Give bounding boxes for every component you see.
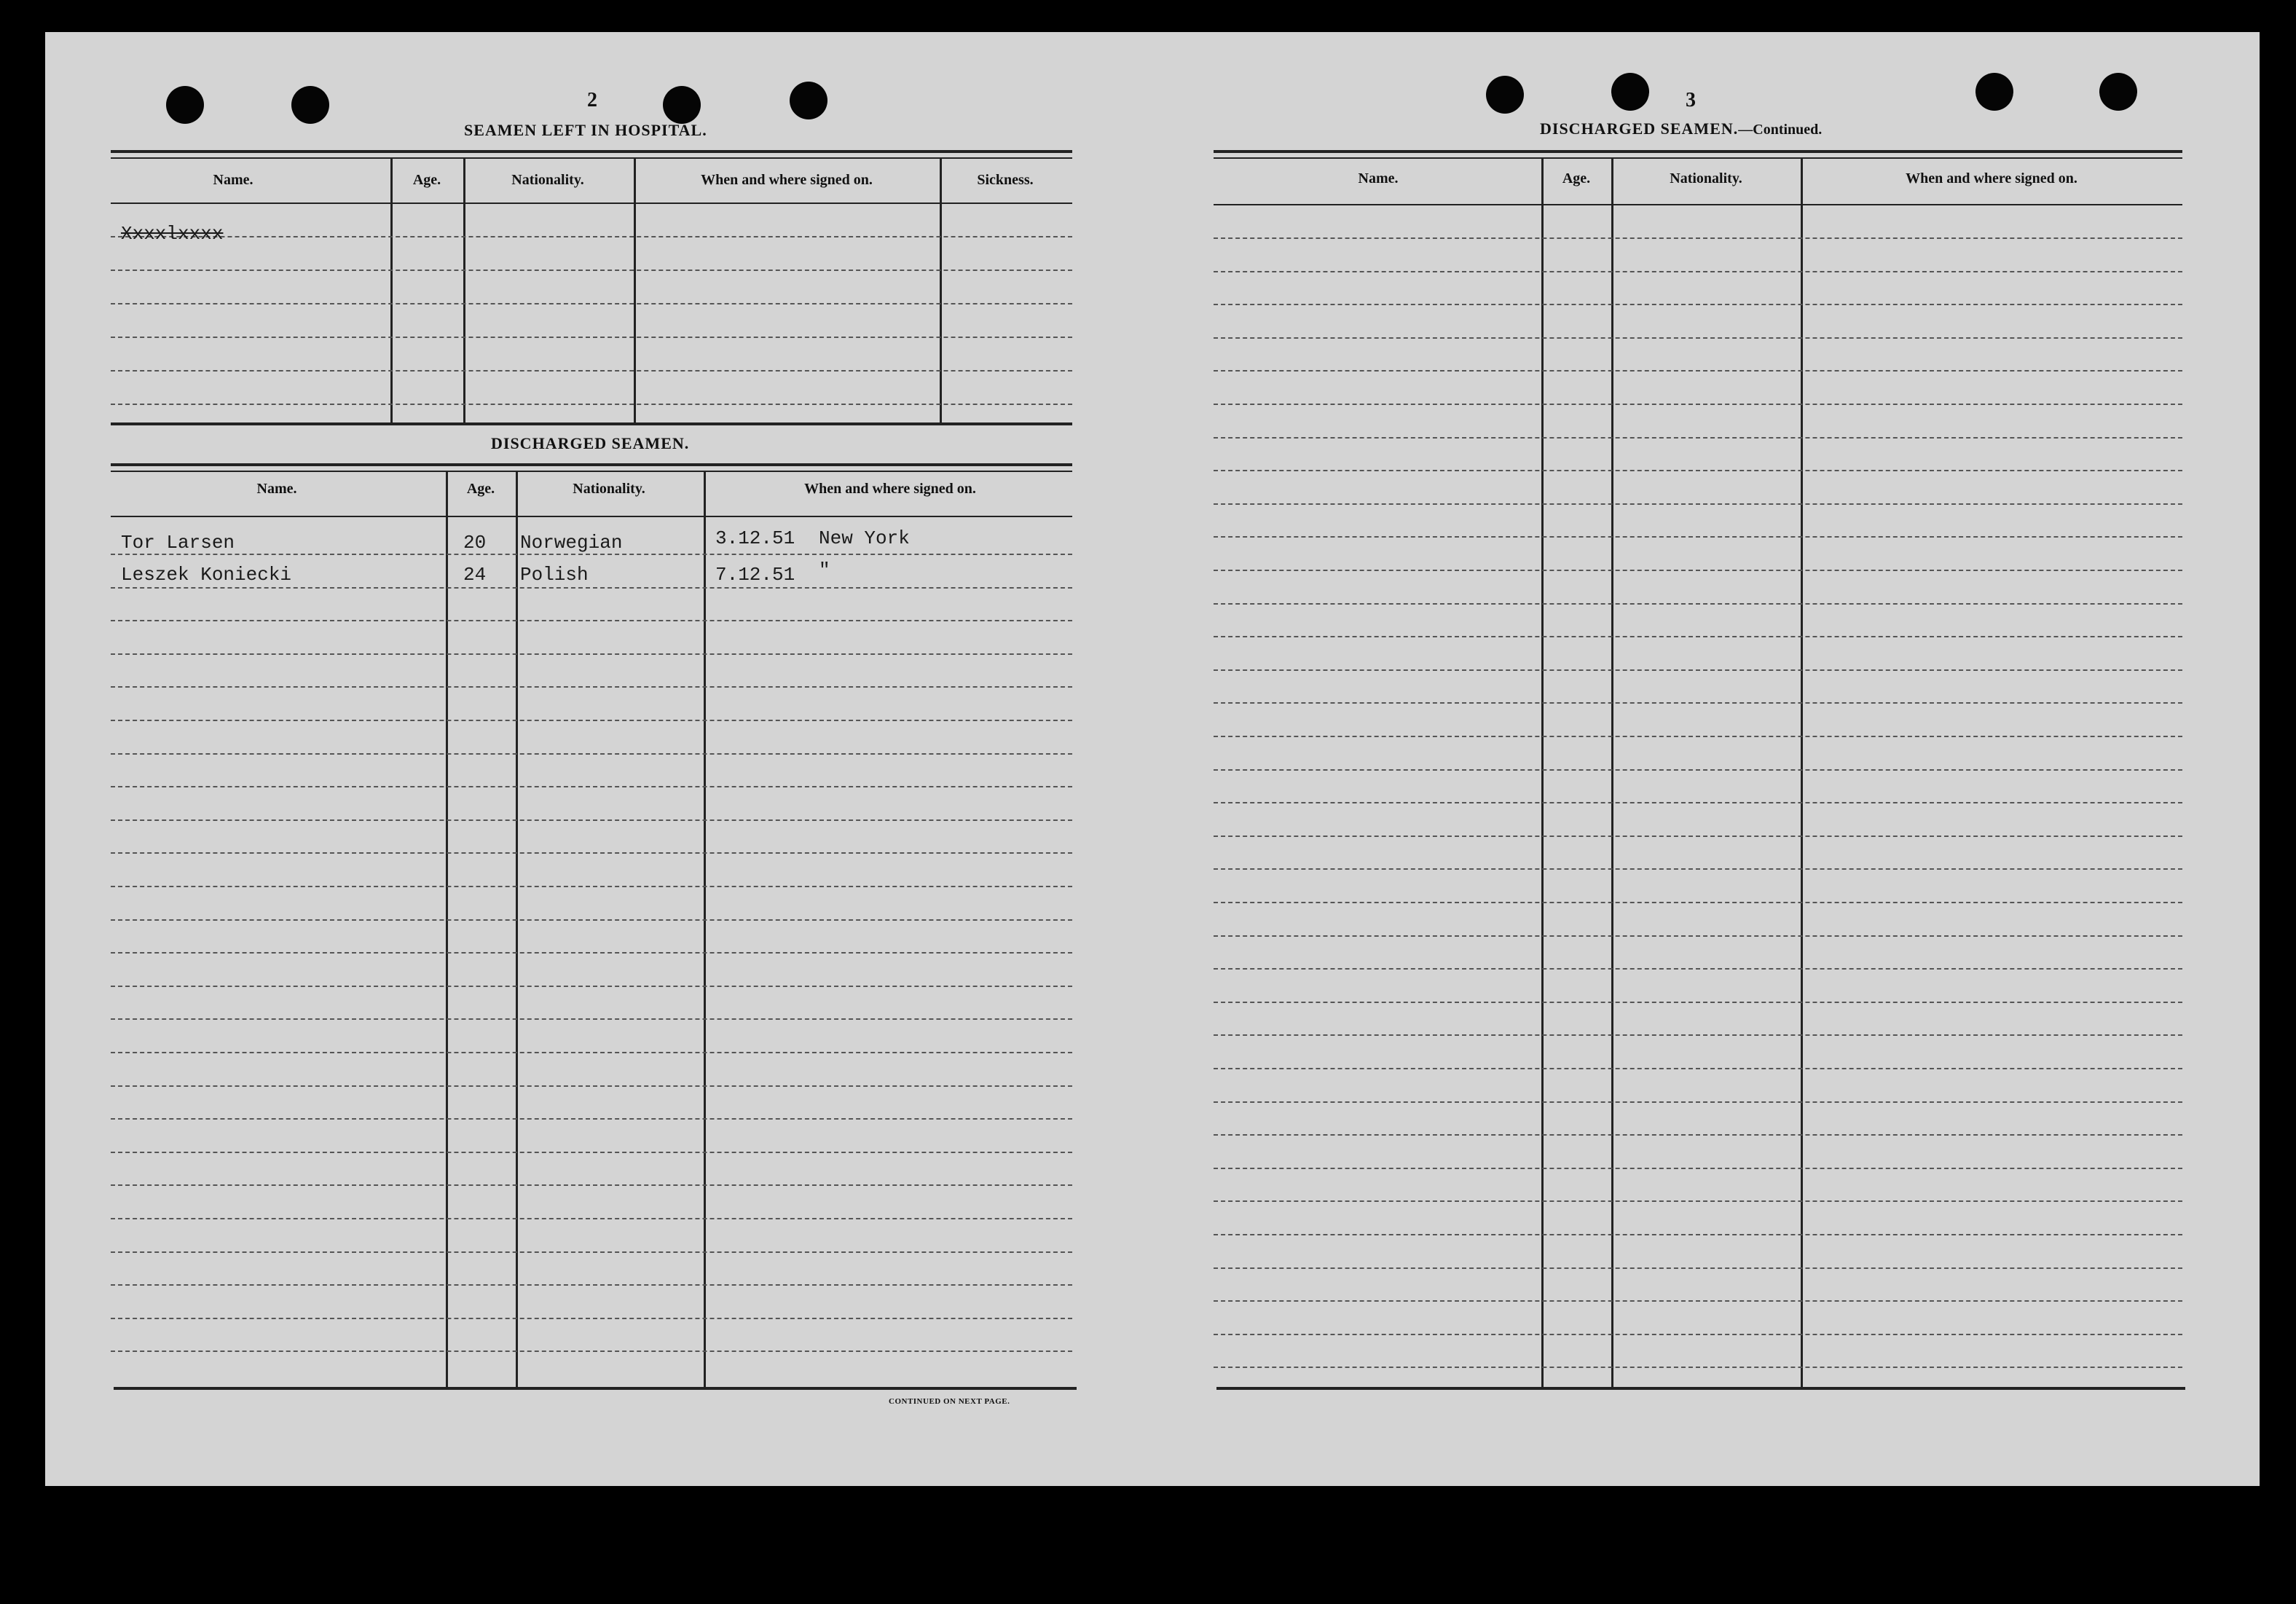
signed-on-date: 7.12.51 — [715, 564, 795, 586]
ruled-line — [1214, 1267, 2182, 1269]
ruled-line — [111, 337, 1072, 338]
ruled-line — [1214, 636, 2182, 637]
page-number: 3 — [1686, 89, 1696, 111]
column-header-nationality: Nationality. — [511, 172, 584, 188]
ruled-line — [111, 1118, 1072, 1120]
ruled-line — [1214, 1234, 2182, 1235]
ruled-line — [1214, 271, 2182, 272]
ruled-line — [111, 370, 1072, 371]
column-header-age: Age. — [466, 481, 495, 497]
punch-hole — [1486, 76, 1524, 114]
punch-hole — [1611, 73, 1649, 111]
ruled-line — [1214, 237, 2182, 239]
ruled-line — [111, 986, 1072, 987]
ruled-line — [111, 653, 1072, 655]
signed-on-place: " — [819, 559, 830, 581]
ruled-line — [1214, 1334, 2182, 1335]
ruled-line — [111, 852, 1072, 854]
column-header-age: Age. — [412, 172, 441, 188]
continued-note: CONTINUED ON NEXT PAGE. — [889, 1397, 1010, 1406]
seaman-name: Tor Larsen — [121, 532, 235, 554]
ruled-line — [1214, 769, 2182, 771]
discharged-continued-title — [1540, 119, 1822, 138]
ruled-line — [1214, 1200, 2182, 1202]
ruled-line — [1214, 902, 2182, 903]
section-title-suffix: —Continued. — [1738, 122, 1823, 138]
ruled-line — [111, 303, 1072, 304]
ruled-line — [1214, 1002, 2182, 1003]
ruled-line — [111, 720, 1072, 721]
ruled-line — [1214, 669, 2182, 671]
punch-hole — [663, 86, 701, 124]
ruled-line — [111, 1085, 1072, 1087]
ruled-line — [1214, 1168, 2182, 1169]
ruled-line — [111, 886, 1072, 887]
ruled-line — [1214, 536, 2182, 538]
column-header-name: Name. — [213, 172, 253, 188]
ruled-line — [111, 587, 1072, 589]
ruled-line — [1214, 935, 2182, 937]
ruled-line — [111, 1284, 1072, 1286]
ruled-line — [1214, 968, 2182, 970]
punch-hole — [790, 82, 827, 119]
ruled-line — [111, 620, 1072, 621]
ruled-line — [1214, 570, 2182, 571]
ruled-line — [1214, 868, 2182, 870]
document-sheet — [45, 32, 2260, 1486]
ruled-line — [111, 404, 1072, 405]
discharged-section-title: DISCHARGED SEAMEN. — [491, 434, 690, 452]
ruled-line — [111, 554, 1072, 555]
ruled-line — [1214, 1134, 2182, 1136]
ruled-line — [1214, 736, 2182, 737]
ruled-line — [111, 1218, 1072, 1219]
seaman-name: Leszek Koniecki — [121, 564, 292, 586]
hospital-entry-name: Xxxxlxxxx — [121, 223, 224, 245]
signed-on-date: 3.12.51 — [715, 527, 795, 549]
punch-hole — [166, 86, 204, 124]
ruled-line — [111, 786, 1072, 787]
ruled-line — [1214, 603, 2182, 605]
column-header-age: Age. — [1562, 170, 1591, 186]
ruled-line — [1214, 802, 2182, 803]
ruled-line — [1214, 437, 2182, 439]
ruled-line — [111, 1318, 1072, 1319]
ruled-line — [1214, 1068, 2182, 1069]
ruled-line — [1214, 1101, 2182, 1103]
ruled-line — [111, 1351, 1072, 1352]
ruled-line — [111, 1152, 1072, 1153]
section-title: DISCHARGED SEAMEN. — [1540, 119, 1739, 138]
column-header-sickness: Sickness. — [977, 172, 1034, 188]
signed-on-place: New York — [819, 527, 910, 549]
ruled-line — [111, 686, 1072, 688]
ruled-line — [1214, 404, 2182, 405]
seaman-nationality: Polish — [520, 564, 589, 586]
ruled-line — [1214, 836, 2182, 837]
ruled-line — [1214, 337, 2182, 339]
page-number: 2 — [587, 89, 597, 111]
column-header-signed-on: When and where signed on. — [701, 172, 873, 188]
column-header-signed-on: When and where signed on. — [804, 481, 976, 497]
punch-hole — [1975, 73, 2013, 111]
column-header-name: Name. — [256, 481, 297, 497]
ruled-line — [111, 919, 1072, 921]
seaman-age: 24 — [463, 564, 487, 586]
punch-hole — [291, 86, 329, 124]
punch-hole — [2099, 73, 2137, 111]
ruled-line — [111, 1052, 1072, 1053]
column-header-signed-on: When and where signed on. — [1906, 170, 2077, 186]
hospital-section-title: SEAMEN LEFT IN HOSPITAL. — [464, 121, 707, 139]
ruled-line — [111, 952, 1072, 954]
seaman-age: 20 — [463, 532, 487, 554]
ruled-line — [111, 1018, 1072, 1020]
ruled-line — [1214, 304, 2182, 305]
ruled-line — [1214, 370, 2182, 371]
ruled-line — [111, 753, 1072, 755]
ruled-line — [1214, 702, 2182, 704]
ruled-line — [111, 819, 1072, 821]
seaman-nationality: Norwegian — [520, 532, 623, 554]
ruled-line — [111, 270, 1072, 271]
ruled-line — [1214, 1367, 2182, 1368]
ruled-line — [1214, 1300, 2182, 1302]
ruled-line — [1214, 470, 2182, 471]
ruled-line — [111, 236, 1072, 237]
ruled-line — [111, 1184, 1072, 1186]
column-header-nationality: Nationality. — [1670, 170, 1742, 186]
ruled-line — [1214, 503, 2182, 505]
column-header-nationality: Nationality. — [573, 481, 645, 497]
ruled-line — [111, 1251, 1072, 1253]
ruled-line — [1214, 1034, 2182, 1036]
column-header-name: Name. — [1358, 170, 1399, 186]
